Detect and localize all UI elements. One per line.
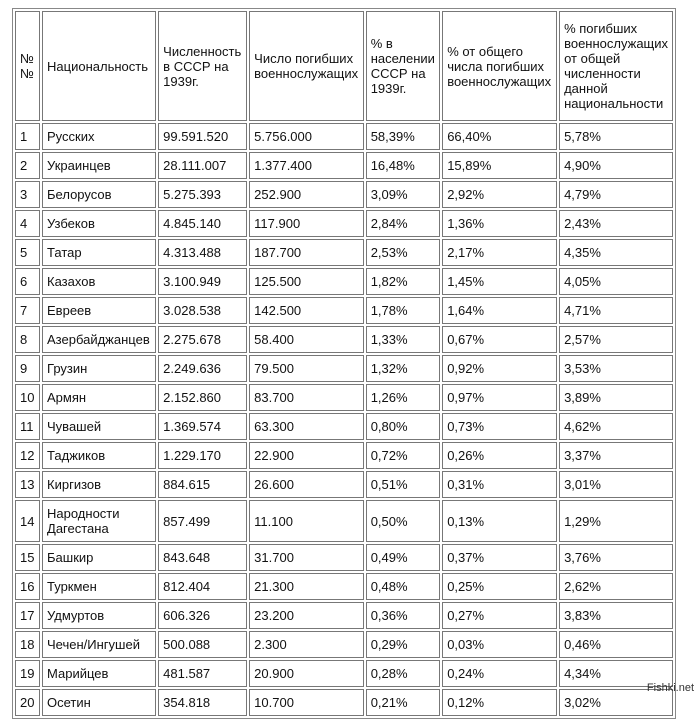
cell-row-number: 7 [15, 297, 40, 324]
cell-deaths-percent: 1,64% [442, 297, 557, 324]
cell-row-number: 10 [15, 384, 40, 411]
cell-nationality: Марийцев [42, 660, 156, 687]
cell-deaths-of-nationality-percent: 3,76% [559, 544, 673, 571]
cell-row-number: 1 [15, 123, 40, 150]
cell-deaths-of-nationality-percent: 4,79% [559, 181, 673, 208]
cell-deaths-percent: 0,03% [442, 631, 557, 658]
cell-deaths-percent: 0,24% [442, 660, 557, 687]
table-row [15, 181, 673, 208]
cell-population-1939: 3.100.949 [158, 268, 247, 295]
table-row [15, 384, 673, 411]
cell-row-number: 6 [15, 268, 40, 295]
cell-deaths-percent: 1,36% [442, 210, 557, 237]
cell-deaths-percent: 0,73% [442, 413, 557, 440]
cell-row-number: 19 [15, 660, 40, 687]
table-row [15, 602, 673, 629]
cell-row-number: 3 [15, 181, 40, 208]
header-population-1939: Численность в СССР на 1939г. [158, 11, 247, 121]
cell-nationality: Чувашей [42, 413, 156, 440]
cell-population-percent: 0,28% [366, 660, 440, 687]
table-row [15, 152, 673, 179]
cell-row-number: 18 [15, 631, 40, 658]
cell-deaths-of-nationality-percent: 4,90% [559, 152, 673, 179]
table-row [15, 471, 673, 498]
cell-nationality: Азербайджанцев [42, 326, 156, 353]
cell-deaths-of-nationality-percent: 0,46% [559, 631, 673, 658]
cell-population-1939: 354.818 [158, 689, 247, 716]
cell-deaths-of-nationality-percent: 1,29% [559, 500, 673, 542]
cell-population-percent: 0,72% [366, 442, 440, 469]
cell-deaths-percent: 2,17% [442, 239, 557, 266]
cell-deaths: 83.700 [249, 384, 364, 411]
cell-population-1939: 1.229.170 [158, 442, 247, 469]
cell-population-percent: 3,09% [366, 181, 440, 208]
cell-nationality: Белорусов [42, 181, 156, 208]
cell-population-1939: 884.615 [158, 471, 247, 498]
cell-deaths: 252.900 [249, 181, 364, 208]
cell-population-percent: 0,48% [366, 573, 440, 600]
cell-deaths: 21.300 [249, 573, 364, 600]
cell-population-1939: 857.499 [158, 500, 247, 542]
cell-row-number: 9 [15, 355, 40, 382]
cell-deaths-percent: 0,92% [442, 355, 557, 382]
cell-nationality: Туркмен [42, 573, 156, 600]
cell-deaths-percent: 0,37% [442, 544, 557, 571]
cell-population-percent: 58,39% [366, 123, 440, 150]
cell-row-number: 5 [15, 239, 40, 266]
cell-row-number: 13 [15, 471, 40, 498]
cell-deaths: 11.100 [249, 500, 364, 542]
cell-population-percent: 1,33% [366, 326, 440, 353]
cell-population-1939: 5.275.393 [158, 181, 247, 208]
table-row [15, 210, 673, 237]
cell-deaths-of-nationality-percent: 5,78% [559, 123, 673, 150]
watermark: Fishki.net [646, 682, 694, 694]
cell-population-1939: 99.591.520 [158, 123, 247, 150]
cell-population-percent: 0,21% [366, 689, 440, 716]
cell-nationality: Грузин [42, 355, 156, 382]
table-row [15, 297, 673, 324]
cell-deaths: 79.500 [249, 355, 364, 382]
cell-nationality: Таджиков [42, 442, 156, 469]
cell-population-percent: 16,48% [366, 152, 440, 179]
table-row [15, 268, 673, 295]
cell-population-percent: 1,78% [366, 297, 440, 324]
cell-population-1939: 3.028.538 [158, 297, 247, 324]
cell-deaths-percent: 0,27% [442, 602, 557, 629]
cell-nationality: Башкир [42, 544, 156, 571]
cell-row-number: 2 [15, 152, 40, 179]
cell-population-1939: 812.404 [158, 573, 247, 600]
header-deaths-percent: % от общего числа погибших военнослужащих [442, 11, 557, 121]
cell-population-percent: 2,84% [366, 210, 440, 237]
cell-deaths-of-nationality-percent: 4,35% [559, 239, 673, 266]
cell-deaths-of-nationality-percent: 4,62% [559, 413, 673, 440]
header-number: № № [15, 11, 40, 121]
cell-nationality: Киргизов [42, 471, 156, 498]
cell-population-1939: 606.326 [158, 602, 247, 629]
cell-population-percent: 0,49% [366, 544, 440, 571]
cell-population-1939: 2.275.678 [158, 326, 247, 353]
header-population-percent: % в населении СССР на 1939г. [366, 11, 440, 121]
cell-deaths-percent: 1,45% [442, 268, 557, 295]
cell-deaths: 26.600 [249, 471, 364, 498]
cell-population-percent: 0,80% [366, 413, 440, 440]
cell-deaths-of-nationality-percent: 3,01% [559, 471, 673, 498]
cell-nationality: Татар [42, 239, 156, 266]
cell-nationality: Народности Дагестана [42, 500, 156, 542]
cell-row-number: 11 [15, 413, 40, 440]
cell-deaths: 117.900 [249, 210, 364, 237]
cell-deaths-of-nationality-percent: 4,34% [559, 660, 673, 687]
cell-population-1939: 4.313.488 [158, 239, 247, 266]
cell-nationality: Узбеков [42, 210, 156, 237]
cell-row-number: 8 [15, 326, 40, 353]
cell-deaths-percent: 0,13% [442, 500, 557, 542]
cell-nationality: Евреев [42, 297, 156, 324]
table-row [15, 500, 673, 542]
cell-deaths: 142.500 [249, 297, 364, 324]
cell-nationality: Русских [42, 123, 156, 150]
cell-deaths-of-nationality-percent: 3,89% [559, 384, 673, 411]
cell-population-percent: 1,32% [366, 355, 440, 382]
cell-deaths-of-nationality-percent: 2,43% [559, 210, 673, 237]
table-row [15, 239, 673, 266]
cell-deaths-of-nationality-percent: 3,02% [559, 689, 673, 716]
cell-population-percent: 1,82% [366, 268, 440, 295]
table-row [15, 326, 673, 353]
cell-deaths-of-nationality-percent: 3,83% [559, 602, 673, 629]
cell-population-1939: 481.587 [158, 660, 247, 687]
cell-deaths: 31.700 [249, 544, 364, 571]
cell-deaths-percent: 0,31% [442, 471, 557, 498]
cell-deaths-percent: 2,92% [442, 181, 557, 208]
cell-row-number: 20 [15, 689, 40, 716]
cell-deaths: 187.700 [249, 239, 364, 266]
cell-row-number: 17 [15, 602, 40, 629]
cell-deaths-of-nationality-percent: 3,37% [559, 442, 673, 469]
cell-nationality: Казахов [42, 268, 156, 295]
cell-row-number: 16 [15, 573, 40, 600]
table-row [15, 544, 673, 571]
table-row [15, 355, 673, 382]
cell-deaths-percent: 0,26% [442, 442, 557, 469]
table-row [15, 660, 673, 687]
cell-row-number: 15 [15, 544, 40, 571]
cell-deaths: 1.377.400 [249, 152, 364, 179]
cell-population-1939: 843.648 [158, 544, 247, 571]
cell-deaths-of-nationality-percent: 2,62% [559, 573, 673, 600]
cell-population-percent: 0,29% [366, 631, 440, 658]
cell-population-percent: 0,50% [366, 500, 440, 542]
header-deaths: Число погибших военнослужащих [249, 11, 364, 121]
cell-row-number: 12 [15, 442, 40, 469]
cell-deaths-of-nationality-percent: 4,05% [559, 268, 673, 295]
table-row [15, 573, 673, 600]
header-nationality: Национальность [42, 11, 156, 121]
cell-deaths-of-nationality-percent: 3,53% [559, 355, 673, 382]
cell-population-percent: 0,51% [366, 471, 440, 498]
cell-deaths: 22.900 [249, 442, 364, 469]
table-row [15, 442, 673, 469]
cell-deaths: 125.500 [249, 268, 364, 295]
cell-population-1939: 1.369.574 [158, 413, 247, 440]
cell-deaths: 5.756.000 [249, 123, 364, 150]
table-row [15, 413, 673, 440]
cell-population-1939: 2.152.860 [158, 384, 247, 411]
cell-deaths: 63.300 [249, 413, 364, 440]
cell-deaths: 20.900 [249, 660, 364, 687]
cell-deaths-percent: 15,89% [442, 152, 557, 179]
cell-population-percent: 1,26% [366, 384, 440, 411]
cell-deaths-percent: 0,97% [442, 384, 557, 411]
casualties-table [12, 8, 676, 719]
cell-nationality: Чечен/Ингушей [42, 631, 156, 658]
cell-population-percent: 0,36% [366, 602, 440, 629]
cell-nationality: Осетин [42, 689, 156, 716]
cell-deaths: 58.400 [249, 326, 364, 353]
cell-row-number: 14 [15, 500, 40, 542]
cell-deaths: 2.300 [249, 631, 364, 658]
cell-nationality: Армян [42, 384, 156, 411]
cell-deaths: 23.200 [249, 602, 364, 629]
cell-deaths-of-nationality-percent: 2,57% [559, 326, 673, 353]
cell-deaths-of-nationality-percent: 4,71% [559, 297, 673, 324]
cell-population-percent: 2,53% [366, 239, 440, 266]
cell-deaths-percent: 0,67% [442, 326, 557, 353]
cell-nationality: Украинцев [42, 152, 156, 179]
table-row [15, 123, 673, 150]
cell-population-1939: 4.845.140 [158, 210, 247, 237]
cell-nationality: Удмуртов [42, 602, 156, 629]
cell-deaths-percent: 0,12% [442, 689, 557, 716]
cell-population-1939: 500.088 [158, 631, 247, 658]
cell-deaths-percent: 66,40% [442, 123, 557, 150]
header-deaths-of-nationality-percent: % погибших военнослужащих от общей численности данной национальности [559, 11, 673, 121]
cell-deaths-percent: 0,25% [442, 573, 557, 600]
cell-deaths: 10.700 [249, 689, 364, 716]
cell-row-number: 4 [15, 210, 40, 237]
header-row [15, 11, 673, 121]
table-row [15, 689, 673, 716]
table-row [15, 631, 673, 658]
cell-population-1939: 28.111.007 [158, 152, 247, 179]
cell-population-1939: 2.249.636 [158, 355, 247, 382]
